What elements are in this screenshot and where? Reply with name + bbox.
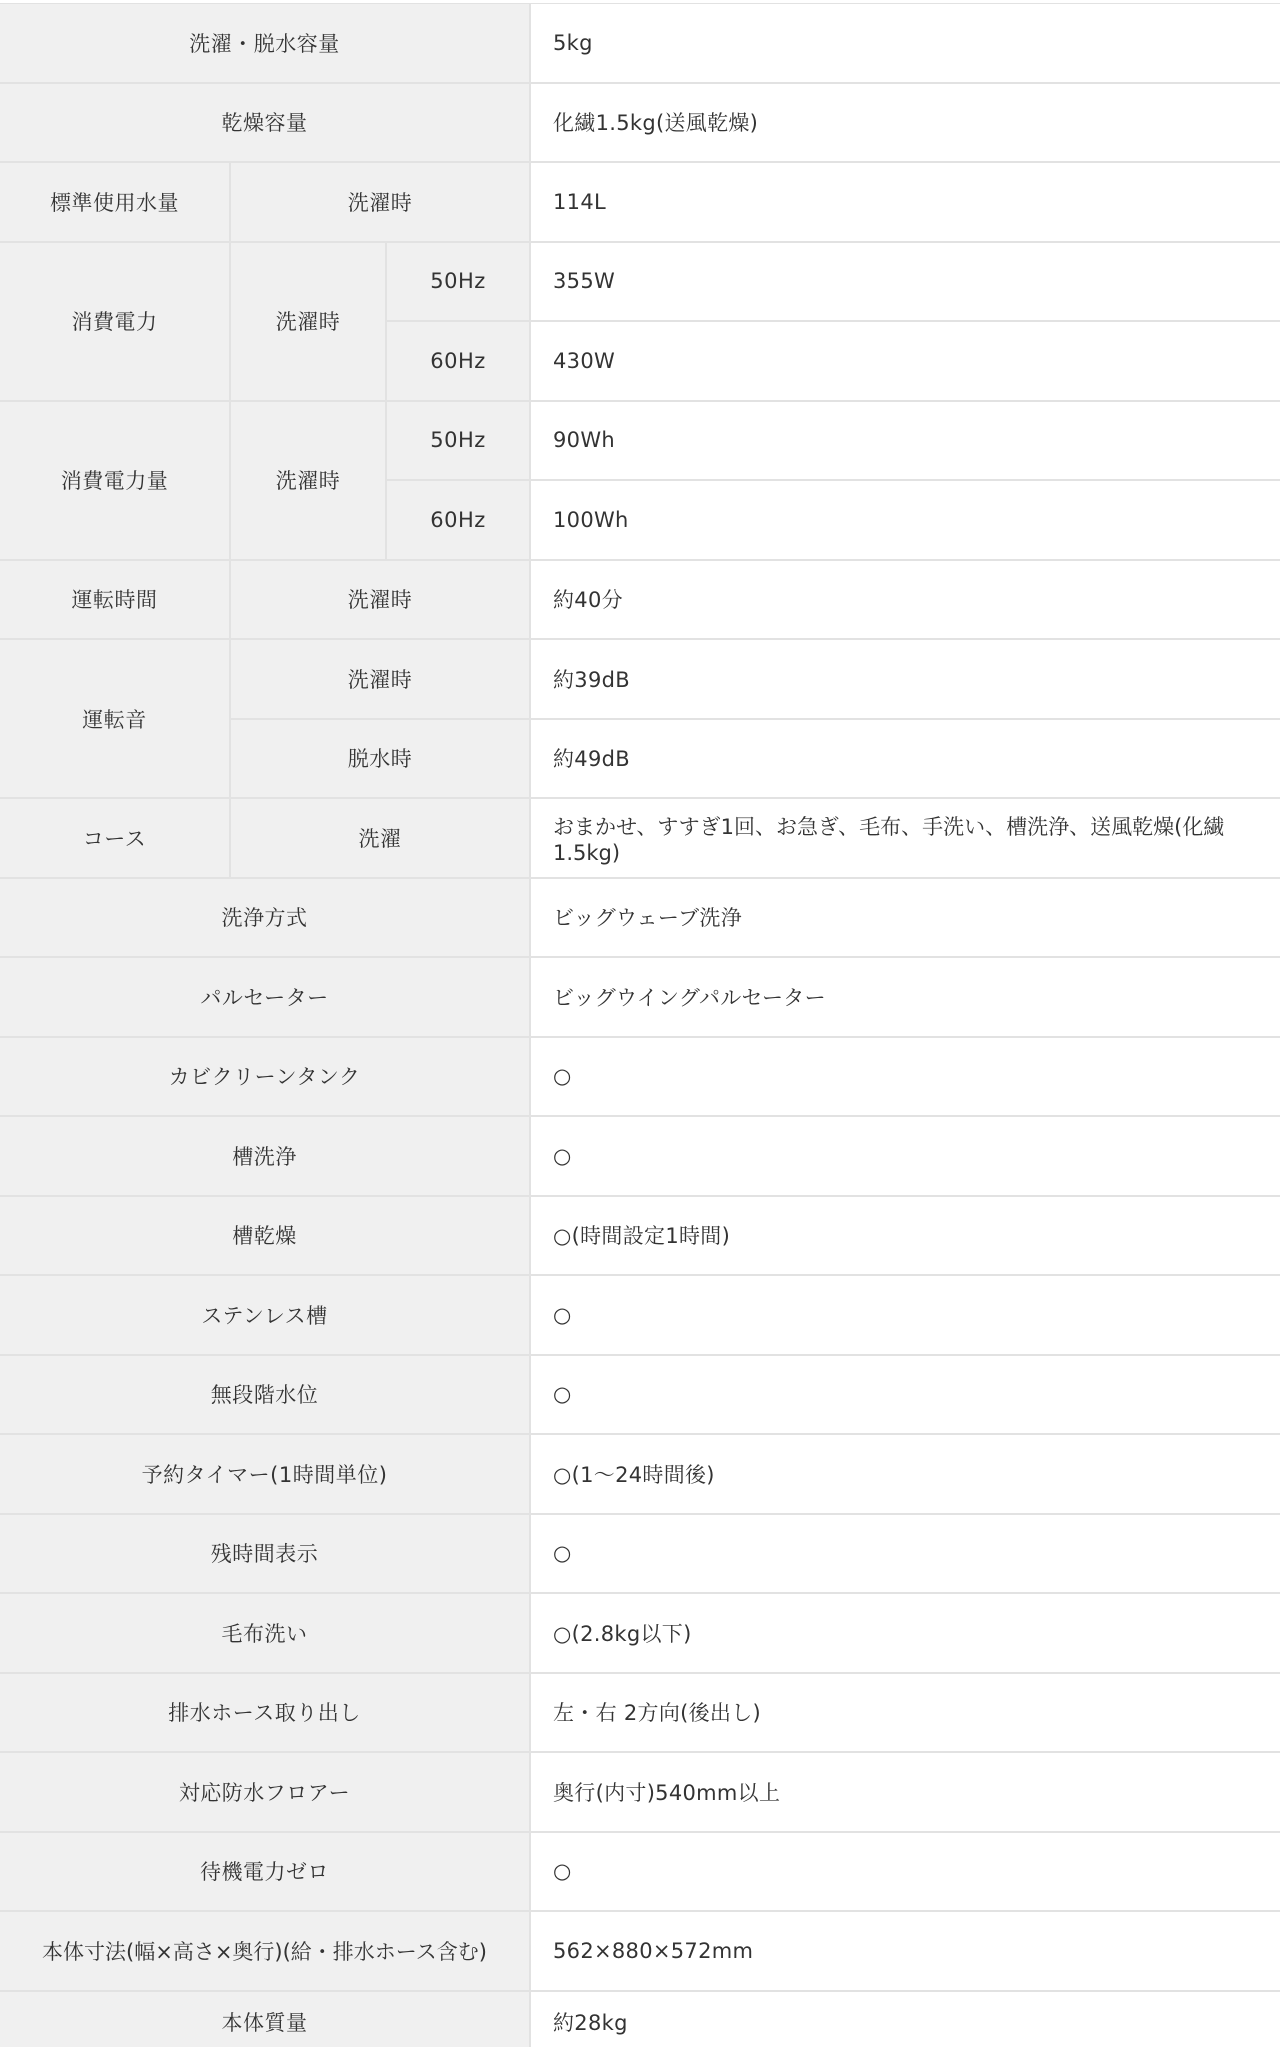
row-label-standby: 待機電力ゼロ — [0, 1833, 531, 1913]
row-label-tub-dry: 槽乾燥 — [0, 1197, 531, 1277]
row-value-standby: ○ — [531, 1833, 1280, 1913]
row-label-steel-tub: ステンレス槽 — [0, 1276, 531, 1356]
row-value-dry-capacity: 化繊1.5kg(送風乾燥) — [531, 84, 1280, 164]
row-sublabel-energy: 洗濯時 — [231, 402, 387, 561]
row-sublabel-noise-wash: 洗濯時 — [231, 640, 531, 720]
row-label-pulsator: パルセーター — [0, 958, 531, 1038]
row-label-remaining: 残時間表示 — [0, 1515, 531, 1595]
row-value-noise-wash: 約39dB — [531, 640, 1280, 720]
row-label-floor-pan: 対応防水フロアー — [0, 1753, 531, 1833]
row-value-drain-hose: 左・右 2方向(後出し) — [531, 1674, 1280, 1754]
row-label-noise: 運転音 — [0, 640, 231, 799]
row-label-mold-tank: カビクリーンタンク — [0, 1038, 531, 1118]
row-value-steel-tub: ○ — [531, 1276, 1280, 1356]
row-value-power-50: 355W — [531, 243, 1280, 323]
row-value-dimensions: 562×880×572mm — [531, 1912, 1280, 1992]
row-label-energy: 消費電力量 — [0, 402, 231, 561]
row-label-weight: 本体質量 — [0, 1992, 531, 2047]
row-value-water: 114L — [531, 163, 1280, 243]
row-label-capacity: 洗濯・脱水容量 — [0, 4, 531, 84]
row-hz-power-60: 60Hz — [387, 322, 531, 402]
row-value-course: おまかせ、すすぎ1回、お急ぎ、毛布、手洗い、槽洗浄、送風乾燥(化繊1.5kg) — [531, 799, 1280, 879]
row-value-energy-60: 100Wh — [531, 481, 1280, 561]
row-sublabel-run-time: 洗濯時 — [231, 561, 531, 641]
row-value-blanket: ○(2.8kg以下) — [531, 1594, 1280, 1674]
row-value-mold-tank: ○ — [531, 1038, 1280, 1118]
row-value-energy-50: 90Wh — [531, 402, 1280, 482]
row-label-wash-method: 洗浄方式 — [0, 879, 531, 959]
row-value-tub-dry: ○(時間設定1時間) — [531, 1197, 1280, 1277]
row-value-noise-spin: 約49dB — [531, 720, 1280, 800]
row-label-dimensions: 本体寸法(幅×高さ×奥行)(給・排水ホース含む) — [0, 1912, 531, 1992]
row-label-dry-capacity: 乾燥容量 — [0, 84, 531, 164]
row-sublabel-course: 洗濯 — [231, 799, 531, 879]
row-value-tub-clean: ○ — [531, 1117, 1280, 1197]
row-hz-energy-50: 50Hz — [387, 402, 531, 482]
row-value-run-time: 約40分 — [531, 561, 1280, 641]
row-value-timer: ○(1～24時間後) — [531, 1435, 1280, 1515]
row-value-pulsator: ビッグウイングパルセーター — [531, 958, 1280, 1038]
row-label-blanket: 毛布洗い — [0, 1594, 531, 1674]
row-sublabel-noise-spin: 脱水時 — [231, 720, 531, 800]
row-hz-energy-60: 60Hz — [387, 481, 531, 561]
row-value-wash-method: ビッグウェーブ洗浄 — [531, 879, 1280, 959]
row-label-run-time: 運転時間 — [0, 561, 231, 641]
row-value-weight: 約28kg — [531, 1992, 1280, 2047]
row-value-water-level: ○ — [531, 1356, 1280, 1436]
row-label-timer: 予約タイマー(1時間単位) — [0, 1435, 531, 1515]
row-label-tub-clean: 槽洗浄 — [0, 1117, 531, 1197]
row-label-water-level: 無段階水位 — [0, 1356, 531, 1436]
row-label-water: 標準使用水量 — [0, 163, 231, 243]
row-value-capacity: 5kg — [531, 4, 1280, 84]
row-value-power-60: 430W — [531, 322, 1280, 402]
row-value-floor-pan: 奥行(内寸)540mm以上 — [531, 1753, 1280, 1833]
row-label-course: コース — [0, 799, 231, 879]
row-hz-power-50: 50Hz — [387, 243, 531, 323]
row-sublabel-power: 洗濯時 — [231, 243, 387, 402]
row-value-remaining: ○ — [531, 1515, 1280, 1595]
row-sublabel-water: 洗濯時 — [231, 163, 531, 243]
row-label-drain-hose: 排水ホース取り出し — [0, 1674, 531, 1754]
row-label-power: 消費電力 — [0, 243, 231, 402]
